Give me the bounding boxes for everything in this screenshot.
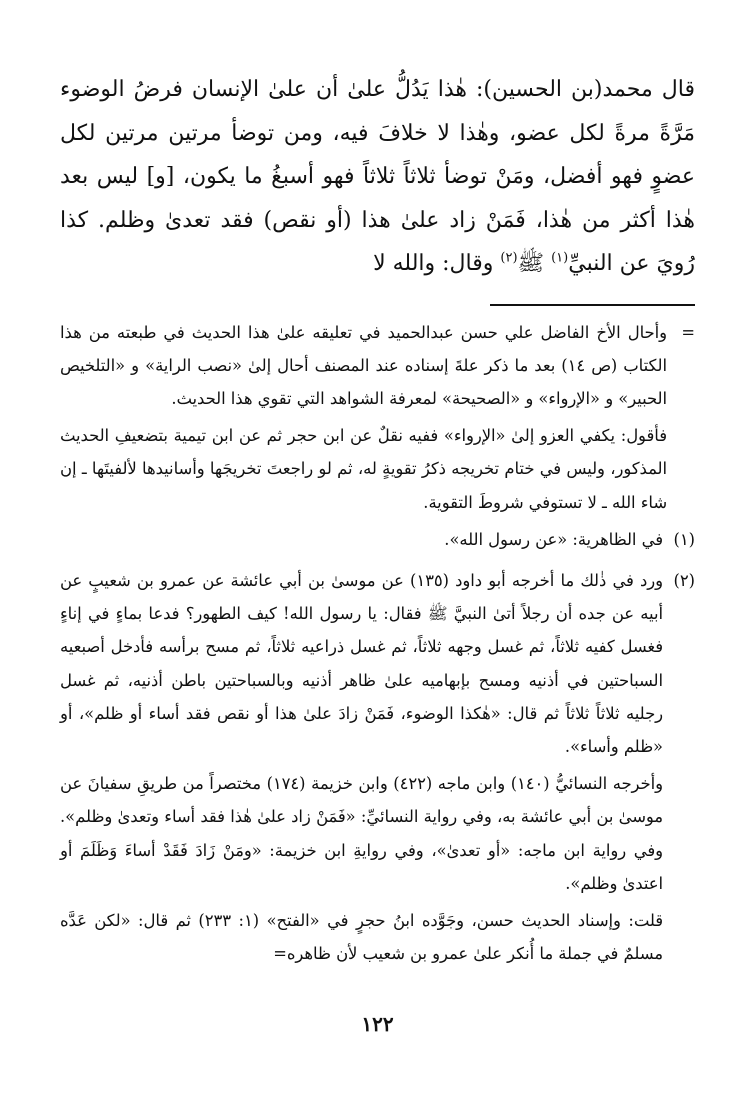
footnote-divider xyxy=(490,304,695,306)
continuation-mark: = xyxy=(681,322,695,342)
footnote-ref-2: (٢) xyxy=(500,250,518,266)
salutation-glyph: ﷺ xyxy=(517,251,552,276)
footnote-ref-1: (١) xyxy=(551,250,569,266)
footnote-1 xyxy=(60,523,695,560)
continuation-paragraph: فأقول: يكفي العزو إلىٰ «الإرواء» ففيه نقلٌ عن ابن حجر ثم عن ابن تيمية بتضعيفِ الحديث المذكور، وليس في ختام تخريجه ذكرُ تقويةٍ له، ثم لو راجعتَ تخريجَها وأسانيدها لألفيتَها ـ إن شاء الله ـ لا تستوفي شروطَ التقوية. xyxy=(60,426,667,512)
page-number: ١٢٢ xyxy=(361,1012,394,1036)
main-paragraph xyxy=(60,68,695,286)
page-content xyxy=(60,68,695,978)
footnote-number: (١) xyxy=(673,529,695,549)
footnote-body xyxy=(60,523,663,560)
continuation-paragraph: وأحال الأخ الفاضل علي حسن عبدالحميد في تعليقه علىٰ هذا الحديث في طبعته من هذا الكتاب (ص ١٤) بعد ما ذكر علةَ إسناده عند المصنف أحال إلىٰ «نصب الراية» و «التلخيص الحبير» و «الإرواء» و «الصحيحة» لمعرفة الشواهد التي تقوي هذا الحديث. xyxy=(60,322,667,408)
footnote-2 xyxy=(60,564,695,974)
main-text-body: قال محمد(بن الحسين): هٰذا يَدُلُّ علىٰ أن علىٰ الإنسان فرضُ الوضوء مَرَّةً مرةً لكل عضو، وهٰذا لا خلافَ فيه، ومن توضأ مرتين مرتين لكل عضوٍ فهو أفضل، ومَنْ توضأ ثلاثاً ثلاثاً فهو أسبغُ ما يكون، [و] ليس بعد هٰذا أكثر من هٰذا، فَمَنْ زاد علىٰ هذا (أو نقص) فقد تعدىٰ وظلم. كذا رُويَ عن النبيِّ xyxy=(60,77,695,276)
footnote-continuation xyxy=(60,316,695,519)
footnote-body xyxy=(60,564,663,974)
main-text-tail: وقال: والله لا xyxy=(373,251,501,276)
footnote-paragraph: وأخرجه النسائيُّ (١٤٠) وابن ماجه (٤٢٢) وابن خزيمة (١٧٤) مختصراً من طريقِ سفيانَ عن موسىٰ بن أبي عائشة به، وفي رواية النسائيِّ: «فَمَنْ زاد علىٰ هٰذا فقد أساء وتعدىٰ وظلم». وفي رواية ابن ماجه: «أو تعدىٰ»، وفي روايةِ ابن خزيمة: «ومَنْ زَادَ فَقَدْ أساءَ وَظَلَمَ أو اعتدىٰ وظلم». xyxy=(60,774,663,893)
footnote-number: (٢) xyxy=(673,570,695,590)
main-text xyxy=(60,68,695,286)
footnote-paragraph: قلت: وإسناد الحديث حسن، وجَوَّده ابنُ حجرٍ في «الفتح» (١: ٢٣٣) ثم قال: «لكن عَدَّه مسلمٌ في جملة ما أُنكر علىٰ عمرو بن شعيب لأن ظاهره= xyxy=(60,910,663,964)
footnote-paragraph: ورد في ذٰلك ما أخرجه أبو داود (١٣٥) عن موسىٰ بن أبي عائشة عن عمرو بن شعيبٍ عن أبيه عن جده أن رجلاً أتىٰ النبيَّ ﷺ فقال: يا رسول الله! كيف الطهور؟ فدعا بماءٍ في إناءٍ فغسل كفيه ثلاثاً، ثم غسل وجهه ثلاثاً، ثم غسل ذراعيه ثلاثاً، ثم مسح برأسه فأدخل أصبعيه السباحتين في أذنيه ومسح بإبهاميه علىٰ ظاهر أذنيه وبالسباحتين باطن أذنيه، ثم غسل رجليه ثلاثاً ثلاثاً ثم قال: «هٰكذا الوضوء، فَمَنْ زادَ علىٰ هذا أو نقص فقد أساء أو ظلم»، أو «ظلم وأساء». xyxy=(60,570,663,756)
footnotes xyxy=(60,316,695,975)
footnote-paragraph: في الظاهرية: «عن رسول الله». xyxy=(444,529,663,549)
